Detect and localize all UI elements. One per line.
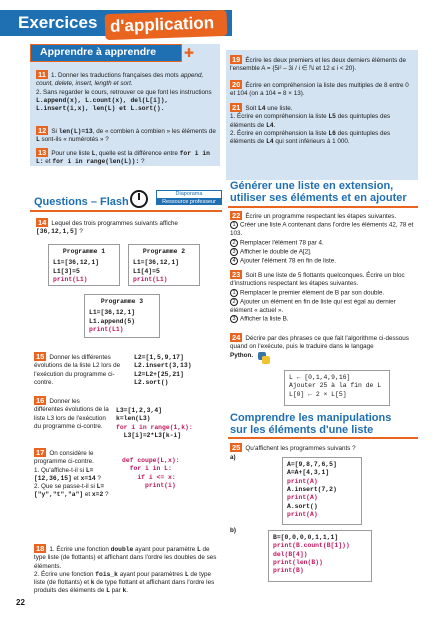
exercise-14: 14 Lequel des trois programmes suivants affiche [36,12,1,5] ?	[36, 218, 178, 236]
exercise-25-a-label: a)	[230, 454, 236, 461]
step-2-marker: 2	[230, 298, 238, 306]
exercise-21: 21 Soit L4 une liste. 1. Écrire en compréhension la liste L5 des quintuples des éléments de L4. 2. Écrire en compréhension la liste L6 des quintuples des éléments de L4 qui sont inférieurs à 1 000.	[230, 103, 391, 146]
exercise-25: 25 Qu'affichent les programmes suivants ?	[232, 443, 356, 452]
step-1-marker: 1	[230, 289, 238, 297]
exercise-13: 13 Pour une liste L, quelle est la différence entre for i in L: et for i in range(len(L)): ?	[36, 148, 210, 166]
exercise-number: 14	[38, 218, 47, 227]
algo-24-box: L ← [0,1,4,9,16] Ajouter 25 à la fin de L L[0] ← 2 × L[5]	[284, 370, 390, 406]
exercise-24: 24 Décrire par des phrases ce que fait l'algorithme ci-dessous quand on l'exécute, puis le traduire dans le langage Python.	[230, 333, 409, 359]
code-17-box: def coupe(L,x): for i in L: if i <= x: print(i)	[118, 454, 214, 496]
exercise-number: 25	[232, 443, 241, 452]
exercise-number: 15	[36, 352, 45, 361]
python-logo-icon	[258, 352, 270, 364]
exercise-number: 18	[36, 544, 45, 553]
exercise-number: 24	[232, 333, 241, 342]
exercise-number: 13	[38, 148, 47, 157]
header-subtitle: d'application	[109, 13, 215, 36]
header-title: Exercices	[18, 13, 98, 32]
section-title-apprendre-icon: ✚	[184, 46, 195, 60]
exercise-25-b-label: b)	[230, 527, 236, 534]
section-title-flash: Questions – Flash	[34, 196, 129, 208]
step-2-marker: 2	[230, 239, 238, 247]
exercise-16: 16 Donner les différentes évolutions de la liste L3 lors de l'exécution du programme ci-contre.	[34, 396, 109, 430]
step-1-marker: 1	[230, 221, 238, 229]
step-3-marker: 3	[230, 315, 238, 323]
exercise-20: 20 Écrire en compréhension la liste des multiples de 8 entre 0 et 104 (on a 104 = 8 × 13).	[230, 80, 409, 98]
section-title-comprendre: Comprendre les manipulations sur les éléments d'une liste	[230, 412, 392, 437]
exercise-18: 18 1. Écrire une fonction double ayant pour paramètre L de type liste (de flottants) et affichant dans l'ordre les doubles de ses éléments. 2. Écrire une fonction fois_k ayant pour paramètres L de type liste (de flottants) et k de type flottant et affichant dans l'ordre les produits des éléments de L par k.	[34, 544, 217, 595]
generer-underline	[228, 206, 418, 208]
section-title-apprendre: Apprendre à apprendre	[40, 46, 157, 58]
exercise-number: 11	[38, 70, 46, 79]
exercise-23: 23 Soit B une liste de 5 flottants quelconques. Écrire un bloc d'instructions respectant les étapes suivantes. 1 Remplacer le premier élément de B par son double. 2 Ajouter un élément en fin de liste qui est égal au dernier élément « actuel ». 3 Afficher la liste B.	[230, 270, 405, 323]
exercise-22: 22 Écrire un programme respectant les étapes suivantes. 1 Créer une liste A contenant dans l'ordre les éléments 42, 78 et 103. 2 Remplacer l'élément 78 par 4. 3 Afficher le double de A[2]. 4 Ajouter l'élément 78 en fin de liste.	[230, 211, 414, 265]
code-25a-box: A=[9,8,7,6,5] A=A+[4,3,1] print(A) A.insert(7,2) print(A) A.sort() print(A)	[282, 457, 362, 525]
exercise-17: 17 On considère le programme ci-contre. 1. Qu'affiche-t-il si L=[12,36,15] et x=14 ? 2. Que se passe-t-il si L=["y","t","a"] et x=2 ?	[34, 448, 109, 499]
code-15-box: L2=[1,5,9,17] L2.insert(3,13) L2=L2+[25,21] L2.sort()	[130, 351, 208, 391]
flash-underline	[30, 210, 222, 212]
program-1-box: Programme 1 L1=[36,12,1] L1[3]=5 print(L1)	[48, 244, 120, 286]
program-3-box: Programme 3 L1=[36,12,1] L1.append(5) print(L1)	[84, 294, 160, 338]
diaporama-label: Diaporama Ressource professeur	[156, 190, 222, 205]
exercise-number: 19	[232, 55, 241, 64]
program-2-box: Programme 2 L1=[36,12,1] L1[4]=5 print(L1)	[128, 244, 200, 286]
page-number: 22	[16, 598, 25, 607]
comprendre-underline	[228, 437, 418, 439]
exercise-19: 19 Écrire les deux premiers et les deux derniers éléments de l'ensemble A = {5i² – 3i / i ∈ ℕ et 12 ≤ i < 20}.	[230, 55, 406, 73]
section-title-generer: Générer une liste en extension, utiliser ses éléments et en ajouter	[230, 180, 407, 205]
stopwatch-hand	[138, 193, 140, 200]
exercise-15: 15 Donner les différentes évolutions de la liste L2 lors de l'exécution du programme ci-contre.	[34, 352, 121, 386]
exercise-number: 17	[36, 448, 45, 457]
step-3-marker: 3	[230, 248, 238, 256]
exercise-12: 12 Si len(L)=13, de « combien à combien » les éléments de L sont-ils « numérotés » ?	[36, 126, 216, 144]
code-25b-box: B=[0,0,0,0,1,1,1] print(B.count(B[1])) del(B[4]) print(len(B)) print(B)	[268, 530, 372, 582]
exercise-number: 22	[232, 211, 241, 220]
exercise-number: 12	[38, 126, 47, 135]
exercise-number: 21	[232, 103, 241, 112]
exercise-number: 20	[232, 80, 241, 89]
step-4-marker: 4	[230, 257, 238, 265]
exercise-11: 11 1. Donner les traductions françaises des mots append, count, delete, insert, length et sort. 2. Sans regarder le cours, retrouver ce que font les instructions L.append(x), L.count(x), del(L[i]), L.insert(i,x), len(L) et L.sort().	[36, 70, 212, 113]
code-16-box: L3=[1,2,3,4] k=len(L3) for i in range(1,k): L3[i]=2*L3[k-i]	[112, 404, 208, 444]
exercise-number: 16	[36, 396, 45, 405]
exercise-number: 23	[232, 270, 241, 279]
